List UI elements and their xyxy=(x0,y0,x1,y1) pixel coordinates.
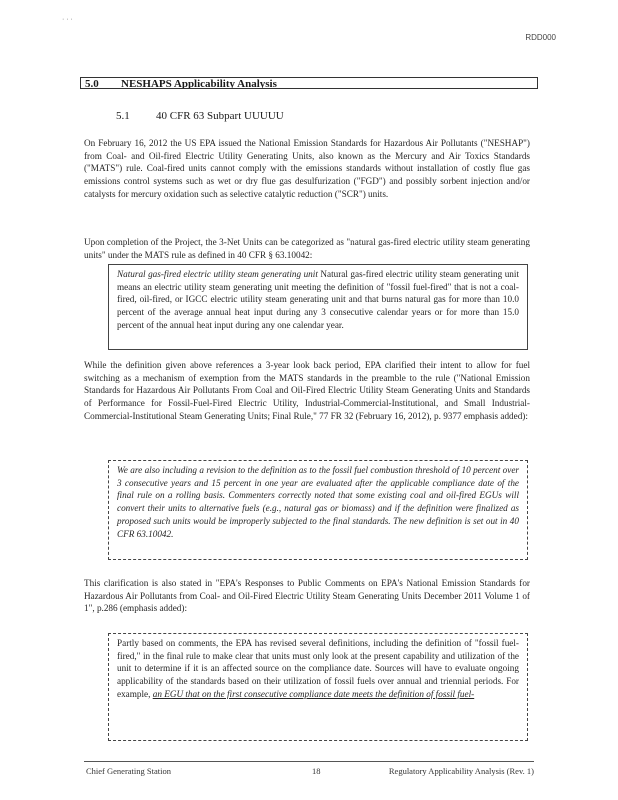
quote-emphasis: an EGU that on the first consecutive compliance date meets the definition of fossil fuel- xyxy=(152,688,475,699)
footer-station-name: Chief Generating Station xyxy=(86,766,171,776)
subsection-heading xyxy=(116,110,284,122)
quote-text: Natural gas-fired electric utility steam generating unit means an electric utility steam generating unit meeting the definition of "fossil fuel-fired" that is not a coal-fired, oil-fired, or IGCC electric utility steam generating unit and that burns natural gas for more than 10.0 percent of the average annual heat input during any 3 consecutive calendar years or for more than 15.0 percent of the annual heat input during any one calendar year. xyxy=(117,269,520,330)
section-number: 5.0 xyxy=(85,78,99,89)
section-title: NESHAPS Applicability Analysis xyxy=(121,78,277,89)
paragraph-mats-intro: On February 16, 2012 the US EPA issued the National Emission Standards for Hazardous Air Pollutants ("NESHAP") from Coal- and Oil-fired Electric Utility Generating Units, also known as the Mercury and Air Toxics Standards ("MATS") rule. Coal-fired units cannot comply with the emissions standards without installation of costly flue gas emissions control systems such as wet or dry flue gas desulfurization ("FGD") and possibly sorbent injection and/or catalysts for mercury oxidation such as selective catalytic reduction ("SCR") units. xyxy=(84,138,530,199)
quote-text: We are also including a revision to the definition as to the fossil fuel combustion threshold of 10 percent over 3 consecutive years and 15 percent in one year are evaluated after the applicable compliance date of the final rule on a rolling basis. Commenters correctly noted that some existing coal and oil-fired EGUs will convert their units to alternative fuels (e.g., natural gas or biomass) and if the definition were finalized as proposed such units would be improperly subjected to the final standards. The new definition is set out in 40 CFR 63.10042. xyxy=(117,465,519,539)
quote-epa-response xyxy=(108,633,528,741)
footer-page-number: 18 xyxy=(312,766,321,776)
quote-definition-revision xyxy=(108,460,528,560)
scan-speck: · · · xyxy=(62,16,73,23)
page-footer xyxy=(84,761,534,779)
document-id: RDD000 xyxy=(525,33,556,42)
paragraph-project-completion: Upon completion of the Project, the 3-Net Units can be categorized as "natural gas-fired electric utility steam generating units" under the MATS rule as defined in 40 CFR § 63.10042: xyxy=(84,237,530,260)
quote-natural-gas-definition xyxy=(108,264,528,350)
paragraph-lookback-period: While the definition given above references a 3-year look back period, EPA clarified their intent to allow for fuel switching as a mechanism of exemption from the MATS standards in the preamble to the rule ("National Emission Standards for Hazardous Air Pollutants From Coal and Oil-Fired Electric Utility Steam Generating Units and Standards of Performance for Fossil-Fuel-Fired Electric Utility, Industrial-Commercial-Institutional, and Small Industrial-Commercial-Institutional Steam Generating Units; Final Rule," 77 FR 32 (February 16, 2012), p. 9377 emphasis added): xyxy=(84,360,530,421)
quote-emphasis: Natural gas-fired electric utility steam generating unit xyxy=(117,269,318,279)
section-heading xyxy=(80,77,538,89)
paragraph-clarification: This clarification is also stated in "EPA's Responses to Public Comments on EPA's National Emission Standards for Hazardous Air Pollutants from Coal- and Oil-Fired Electric Utility Steam Generating Units December 2011 Volume 1 of 1", p.286 (emphasis added): xyxy=(84,578,530,614)
subsection-number: 5.1 xyxy=(116,110,130,122)
quote-text: Partly based on comments, the EPA has revised several definitions, including the definition of "fossil fuel-fired," in the final rule to make clear that units must only look at the present capability and utilization of the unit to determine if it is an affected source on the compliance date. Sources will have to evaluate ongoing applicability of the standards based on their utilization of fossil fuels over annual and triennial periods. For example, xyxy=(117,638,519,699)
footer-document-title: Regulatory Applicability Analysis (Rev. 1) xyxy=(388,766,534,776)
subsection-title: 40 CFR 63 Subpart UUUUU xyxy=(156,110,284,122)
